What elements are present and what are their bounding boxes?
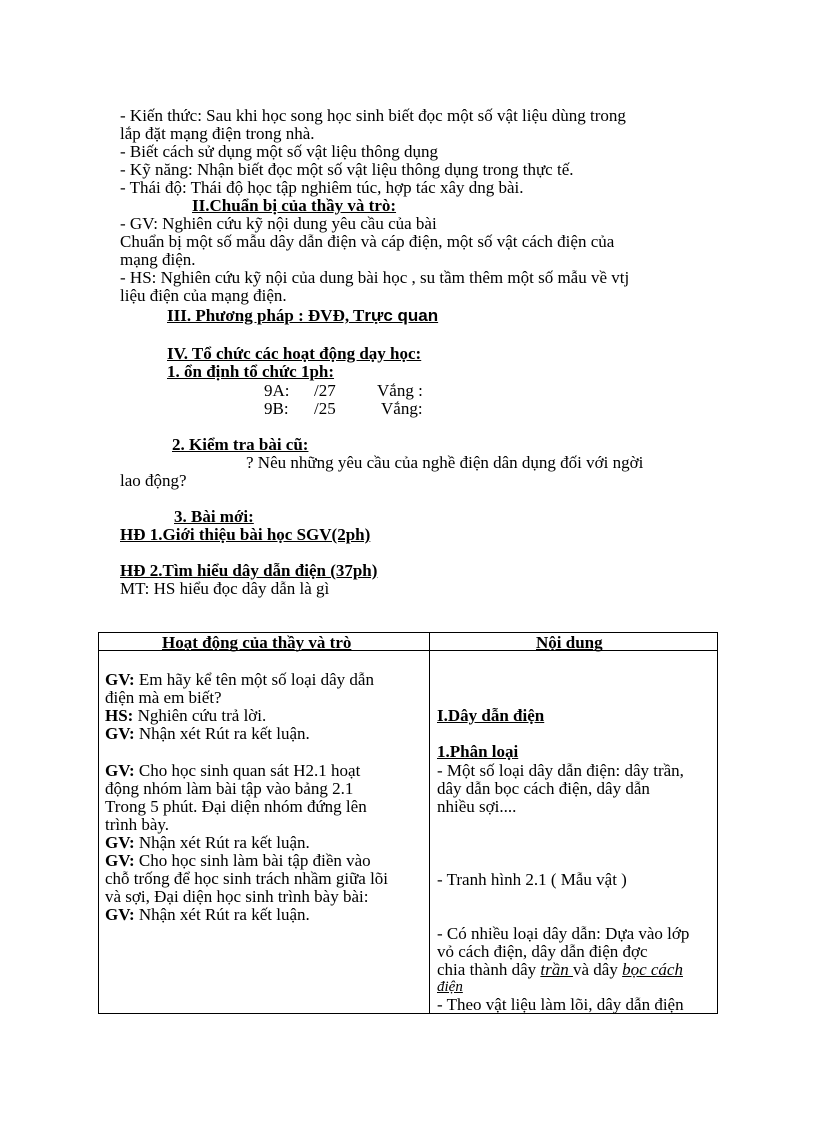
hs1-text: Nghiên cứu trả lời. [133, 706, 267, 725]
gv1-text: Em hãy kể tên một số loại dây dẫn [134, 670, 374, 689]
intro-line-4: - Kỹ năng: Nhận biết đọc một số vật liệu thông dụng trong thực tế. [120, 160, 574, 179]
class-9a-absent: Vắng : [377, 381, 423, 400]
intro-line-3: - Biết cách sử dụng một số vật liệu thông dụng [120, 142, 439, 161]
prep-line-4: - HS: Nghiên cứu kỹ nội của dung bài học , su tầm thêm một số mẫu về vtj [120, 268, 630, 287]
class-9b-total: /25 [314, 399, 336, 418]
gv5-text: Cho học sinh làm bài tập điền vào [134, 851, 371, 870]
gv3-line-b: động nhóm làm bài tập vào bảng 2.1 [105, 779, 354, 798]
right-p1-b: dây dẫn bọc cách điện, dây dẫn [437, 779, 650, 798]
method-heading [167, 306, 438, 325]
hs-tag: HS: [105, 706, 134, 725]
check-question-2: lao động? [120, 471, 187, 490]
gv5-line-a [105, 852, 371, 870]
intro-line-1: - Kiến thức: Sau khi học song học sinh biết đọc một số vật liệu dùng trong [120, 106, 626, 125]
gv2-text: Nhận xét Rút ra kết luận. [134, 724, 310, 743]
right-p3-c1: chia thành dây [437, 960, 541, 979]
right-p3-c [437, 961, 683, 979]
class-9a-label: 9A: [264, 381, 290, 400]
gv1-line-a [105, 671, 374, 689]
right-p1-a: - Một số loại dây dẫn điện: dây trần, [437, 761, 684, 780]
hd2-heading: HĐ 2.Tìm hiểu dây dẫn điện (37ph) [120, 561, 378, 580]
gv-tag: GV: [105, 851, 135, 870]
gv1-line-b: điện mà em biết? [105, 688, 222, 707]
right-p4: - Theo vật liệu làm lõi, dây dẫn điện [437, 995, 684, 1014]
table-column-divider [429, 632, 430, 1014]
gv3-text: Cho học sinh quan sát H2.1 hoạt [134, 761, 361, 780]
gv2-line [105, 725, 310, 743]
right-p3-c4: bọc cách [622, 960, 683, 979]
right-p3-c2: trần [540, 960, 573, 979]
gv6-line [105, 906, 310, 924]
hd1-heading: HĐ 1.Giới thiệu bài học SGV(2ph) [120, 525, 371, 544]
mt-line: MT: HS hiểu đọc dây dẫn là gì [120, 579, 330, 598]
gv4-text: Nhận xét Rút ra kết luận. [134, 833, 310, 852]
gv6-text: Nhận xét Rút ra kết luận. [134, 905, 310, 924]
table-header-activities: Hoạt động của thầy và trò [162, 633, 352, 652]
gv5-line-b: chỗ trống để học sinh trách nhầm giữa lõi [105, 869, 389, 888]
gv3-line-a [105, 762, 360, 780]
section-heading-conductors: I.Dây dẫn điện [437, 706, 545, 725]
method-label: III. Phương pháp : ĐVĐ, T [167, 306, 365, 325]
right-p3-b: vỏ cách điện, dây dẫn điện đợc [437, 942, 648, 961]
intro-line-2: lắp đặt mạng điện trong nhà. [120, 124, 315, 143]
gv3-line-d: trình bày. [105, 815, 170, 834]
right-p3-a: - Có nhiều loại dây dẫn: Dựa vào lớp [437, 924, 690, 943]
hs1-line [105, 707, 266, 725]
table-header-content: Nội dung [536, 633, 603, 652]
activities-heading: IV. Tổ chức các hoạt động dạy học: [167, 344, 422, 363]
gv4-line [105, 834, 310, 852]
gv-tag: GV: [105, 724, 135, 743]
class-9b-label: 9B: [264, 399, 289, 418]
class-9b-absent: Vắng: [381, 399, 423, 418]
gv-tag: GV: [105, 905, 135, 924]
right-p3-d: điện [437, 979, 463, 995]
gv3-line-c: Trong 5 phút. Đại diện nhóm đứng lên [105, 797, 367, 816]
right-p2: - Tranh hình 2.1 ( Mẫu vật ) [437, 870, 627, 889]
prep-line-1: - GV: Nghiên cứu kỹ nội dung yêu cầu của bài [120, 214, 437, 233]
method-tail: rực quan [364, 306, 439, 325]
gv-tag: GV: [105, 761, 135, 780]
check-question-1: ? Nêu những yêu cầu của nghề điện dân dụng đối với ngời [246, 453, 644, 472]
intro-line-5: - Thái độ: Thái độ học tập nghiêm túc, hợp tác xây dng bài. [120, 178, 524, 197]
prep-heading: II.Chuẩn bị của thầy và trò: [192, 196, 397, 215]
gv-tag: GV: [105, 670, 135, 689]
right-p3-c3: và dây [572, 960, 623, 979]
new-lesson-heading: 3. Bài mới: [174, 507, 254, 526]
gv-tag: GV: [105, 833, 135, 852]
check-heading: 2. Kiểm tra bài cũ: [172, 435, 309, 454]
prep-line-2: Chuẩn bị một số mẫu dây dẫn điện và cáp điện, một số vật cách điện của [120, 232, 615, 251]
section-heading-classification: 1.Phân loại [437, 742, 519, 761]
class-9a-total: /27 [314, 381, 336, 400]
gv5-line-c: và sợi, Đại diện học sinh trình bày bài: [105, 887, 369, 906]
right-p1-c: nhiều sợi.... [437, 797, 517, 816]
prep-line-3: mạng điện. [120, 250, 196, 269]
prep-line-5: liệu điện của mạng điện. [120, 286, 287, 305]
org-heading: 1. ổn định tổ chức 1ph: [167, 362, 335, 381]
